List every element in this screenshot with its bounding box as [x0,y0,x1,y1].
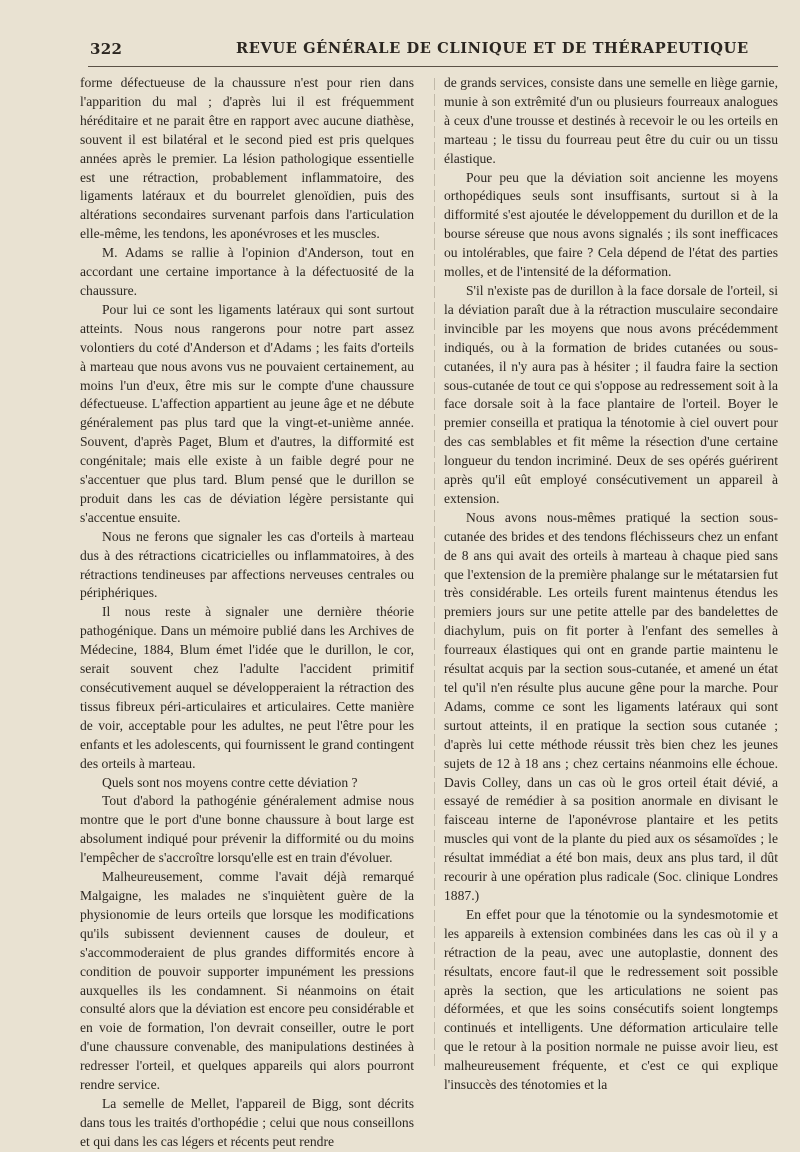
header-rule [88,66,778,67]
paragraph: Nous avons nous-mêmes pratiqué la section sous-cutanée des brides et des tendons fléchisseurs chez un enfant de 8 ans qui avait des orteils à marteau à chaque pied sans que l'extension de la première phalange sur le métatarsien fut très considérable. Les orteils furent maintenus étendus les premiers jours sur une petite attelle par des bandelettes de diachylum, puis on fit porter à l'enfant des semelles à fourreaux élastiques qui ont en grande partie maintenu le résultat acquis par la section sous-cutanée, et amené un état tel qu'il n'en résulte plus aucune gêne pour la marche. Pour Adams, comme ce sont les ligaments latéraux qui sont surtout atteints, il en pratique la section sous cutanée ; d'après lui cette méthode réussit très bien chez les jeunes sujets de 12 à 18 ans ; chez certains néanmoins elle échoue. Davis Colley, dans un cas où le gros orteil était dévié, a essayé de remédier à sa position anormale en divisant le faisceau interne de l'aponévrose plantaire et les petits muscles qui vont de la plante du pied aux os sésamoïdes ; le résultat immédiat a été bon mais, deux ans plus tard, il dût recourir à une opération plus radicale (Soc. clinique Londres 1887.) [444,509,778,903]
paragraph: M. Adams se rallie à l'opinion d'Anderson, tout en accordant une certaine importance à la défectuosité de la chaussure. [80,245,414,298]
right-column [444,74,778,1093]
page-number: 322 [90,40,123,58]
paragraph: Nous ne ferons que signaler les cas d'orteils à marteau dus à des rétractions cicatricielles ou inflammatoires, à des rétractions tendineuses par affections nerveuses centrales ou périphériques. [80,528,414,601]
paragraph: La semelle de Mellet, l'appareil de Bigg, sont décrits dans tous les traités d'orthopédie ; celui que nous conseillons et qui dans les cas légers et récents peut rendre [80,1095,414,1149]
paragraph: Il nous reste à signaler une dernière théorie pathogénique. Dans un mémoire publié dans les Archives de Médecine, 1884, Blum émet l'idée que le durillon, le cor, serait souvent chez l'adulte l'accident primitif consécutivement auquel se développeraient la rétraction des tissus fibreux péri-articulaires et articulaires. Cette manière de voir, acceptable pour les adultes, ne peut l'être pour les enfants et les adolescents, qui fournissent le grand contingent des orteils à marteau. [80,604,414,771]
paragraph: Pour lui ce sont les ligaments latéraux qui sont surtout atteints. Nous nous rangerons pour notre part assez volontiers du coté d'Anderson et d'Adams ; les faits d'orteils à marteau que nous avons vus ne pouvaient certainement, au moins l'un d'eux, être mis sur le compte d'une chaussure défectueuse. L'affection appartient au jeune âge et ne débute généralement pas plus tard que la vingt-et-unième année. Souvent, d'après Paget, Blum et d'autres, la difformité est congénitale; mais elle existe à un faible degré pour ne s'accentuer que plus tard. Blum pensé que le durillon se produit dans les cas de déviation légère persistante qui s'accentue ensuite. [80,301,414,525]
paragraph: Pour peu que la déviation soit ancienne les moyens orthopédiques seuls sont insuffisants, surtout si à la difformité s'est ajoutée le développement du durillon et de la bourse séreuse que nous avons signalés ; ils sont inefficaces ou intolérables, que faire ? Cela dépend de l'état des parties molles, et de l'intensité de la déformation. [444,169,778,280]
paragraph: de grands services, consiste dans une semelle en liège garnie, munie à son extrêmité d'un ou plusieurs fourreaux analogues à ceux d'une trousse et destinés à recevoir le ou les orteils en marteau ; le tissu du fourreau peut être du cuir ou un tissu élastique. [444,75,778,166]
paragraph: forme défectueuse de la chaussure n'est pour rien dans l'apparition du mal ; d'après lui il est fréquemment héréditaire et ne parait être en rapport avec aucune diathèse, souvent il est bilatéral et le second pied est pris quelques années après le premier. La lésion pathologique essentielle est une rétraction, probablement inflammatoire, des ligaments latéraux et du bourrelet glenoïdien, puis des altérations secondaires survenant parfois dans l'articulation elle-même, les tendons, les aponévroses et les muscles. [80,75,414,242]
column-divider [434,78,435,1068]
running-title: REVUE GÉNÉRALE DE CLINIQUE ET DE THÉRAPEUTIQUE [236,40,749,57]
paragraph: En effet pour que la ténotomie ou la syndesmotomie et les appareils à extension combinées dans les cas où il y a rétraction de la peau, avec une autoplastie, donnent des résultats, encore faut-il que le redressement soit possible après la section, que les articulations ne soient pas déformées, et que les soins consécutifs soient longtemps continués et intelligents. Une déformation articulaire telle que le retour à la position normale ne puisse avoir lieu, est malheureusement fréquente, et c'est ce qui explique l'insuccès des ténotomies et la [444,906,778,1093]
left-column [80,74,414,1149]
paragraph: Quels sont nos moyens contre cette déviation ? [102,774,358,790]
paragraph: S'il n'existe pas de durillon à la face dorsale de l'orteil, si la déviation paraît due à la rétraction musculaire secondaire invincible par les moyens que nous avons précédemment indiqués, ou à la formation de brides cutanées ou sous-cutanées, il n'y aura pas à hésiter ; il faudra faire la section sous-cutanée de tout ce qui s'oppose au redressement soit à la face dorsale soit à la face plantaire de l'orteil. Boyer le premier conseilla et pratiqua la ténotomie à ciel ouvert pour des cas semblables et fit même la résection d'une certaine longueur du tendon incriminé. Deux de ses opérés guérirent après qu'il eût employé consécutivement un appareil à extension. [444,282,778,506]
paragraph: Tout d'abord la pathogénie généralement admise nous montre que le port d'une bonne chaussure à bout large est absolument indiqué pour prévenir la difformité ou du moins l'empêcher de s'accroître lorsqu'elle est en train d'évoluer. [80,793,414,866]
paragraph: Malheureusement, comme l'avait déjà remarqué Malgaigne, les malades ne s'inquiètent guère de la physionomie de leurs orteils que lorsque les modifications qu'ils subissent deviennent causes de douleur, et s'accommoderaient de plus grandes difformités encore à condition de pouvoir supporter impunément les pressions auxquelles ils les condamnent. Si néanmoins on était consulté alors que la déviation est encore peu considérable et en voie de formation, l'on devrait conseiller, outre le port d'une chaussure convenable, des manipulations destinées à redresser l'orteil, et quelques appareils qui alors pourront rendre service. [80,869,414,1093]
